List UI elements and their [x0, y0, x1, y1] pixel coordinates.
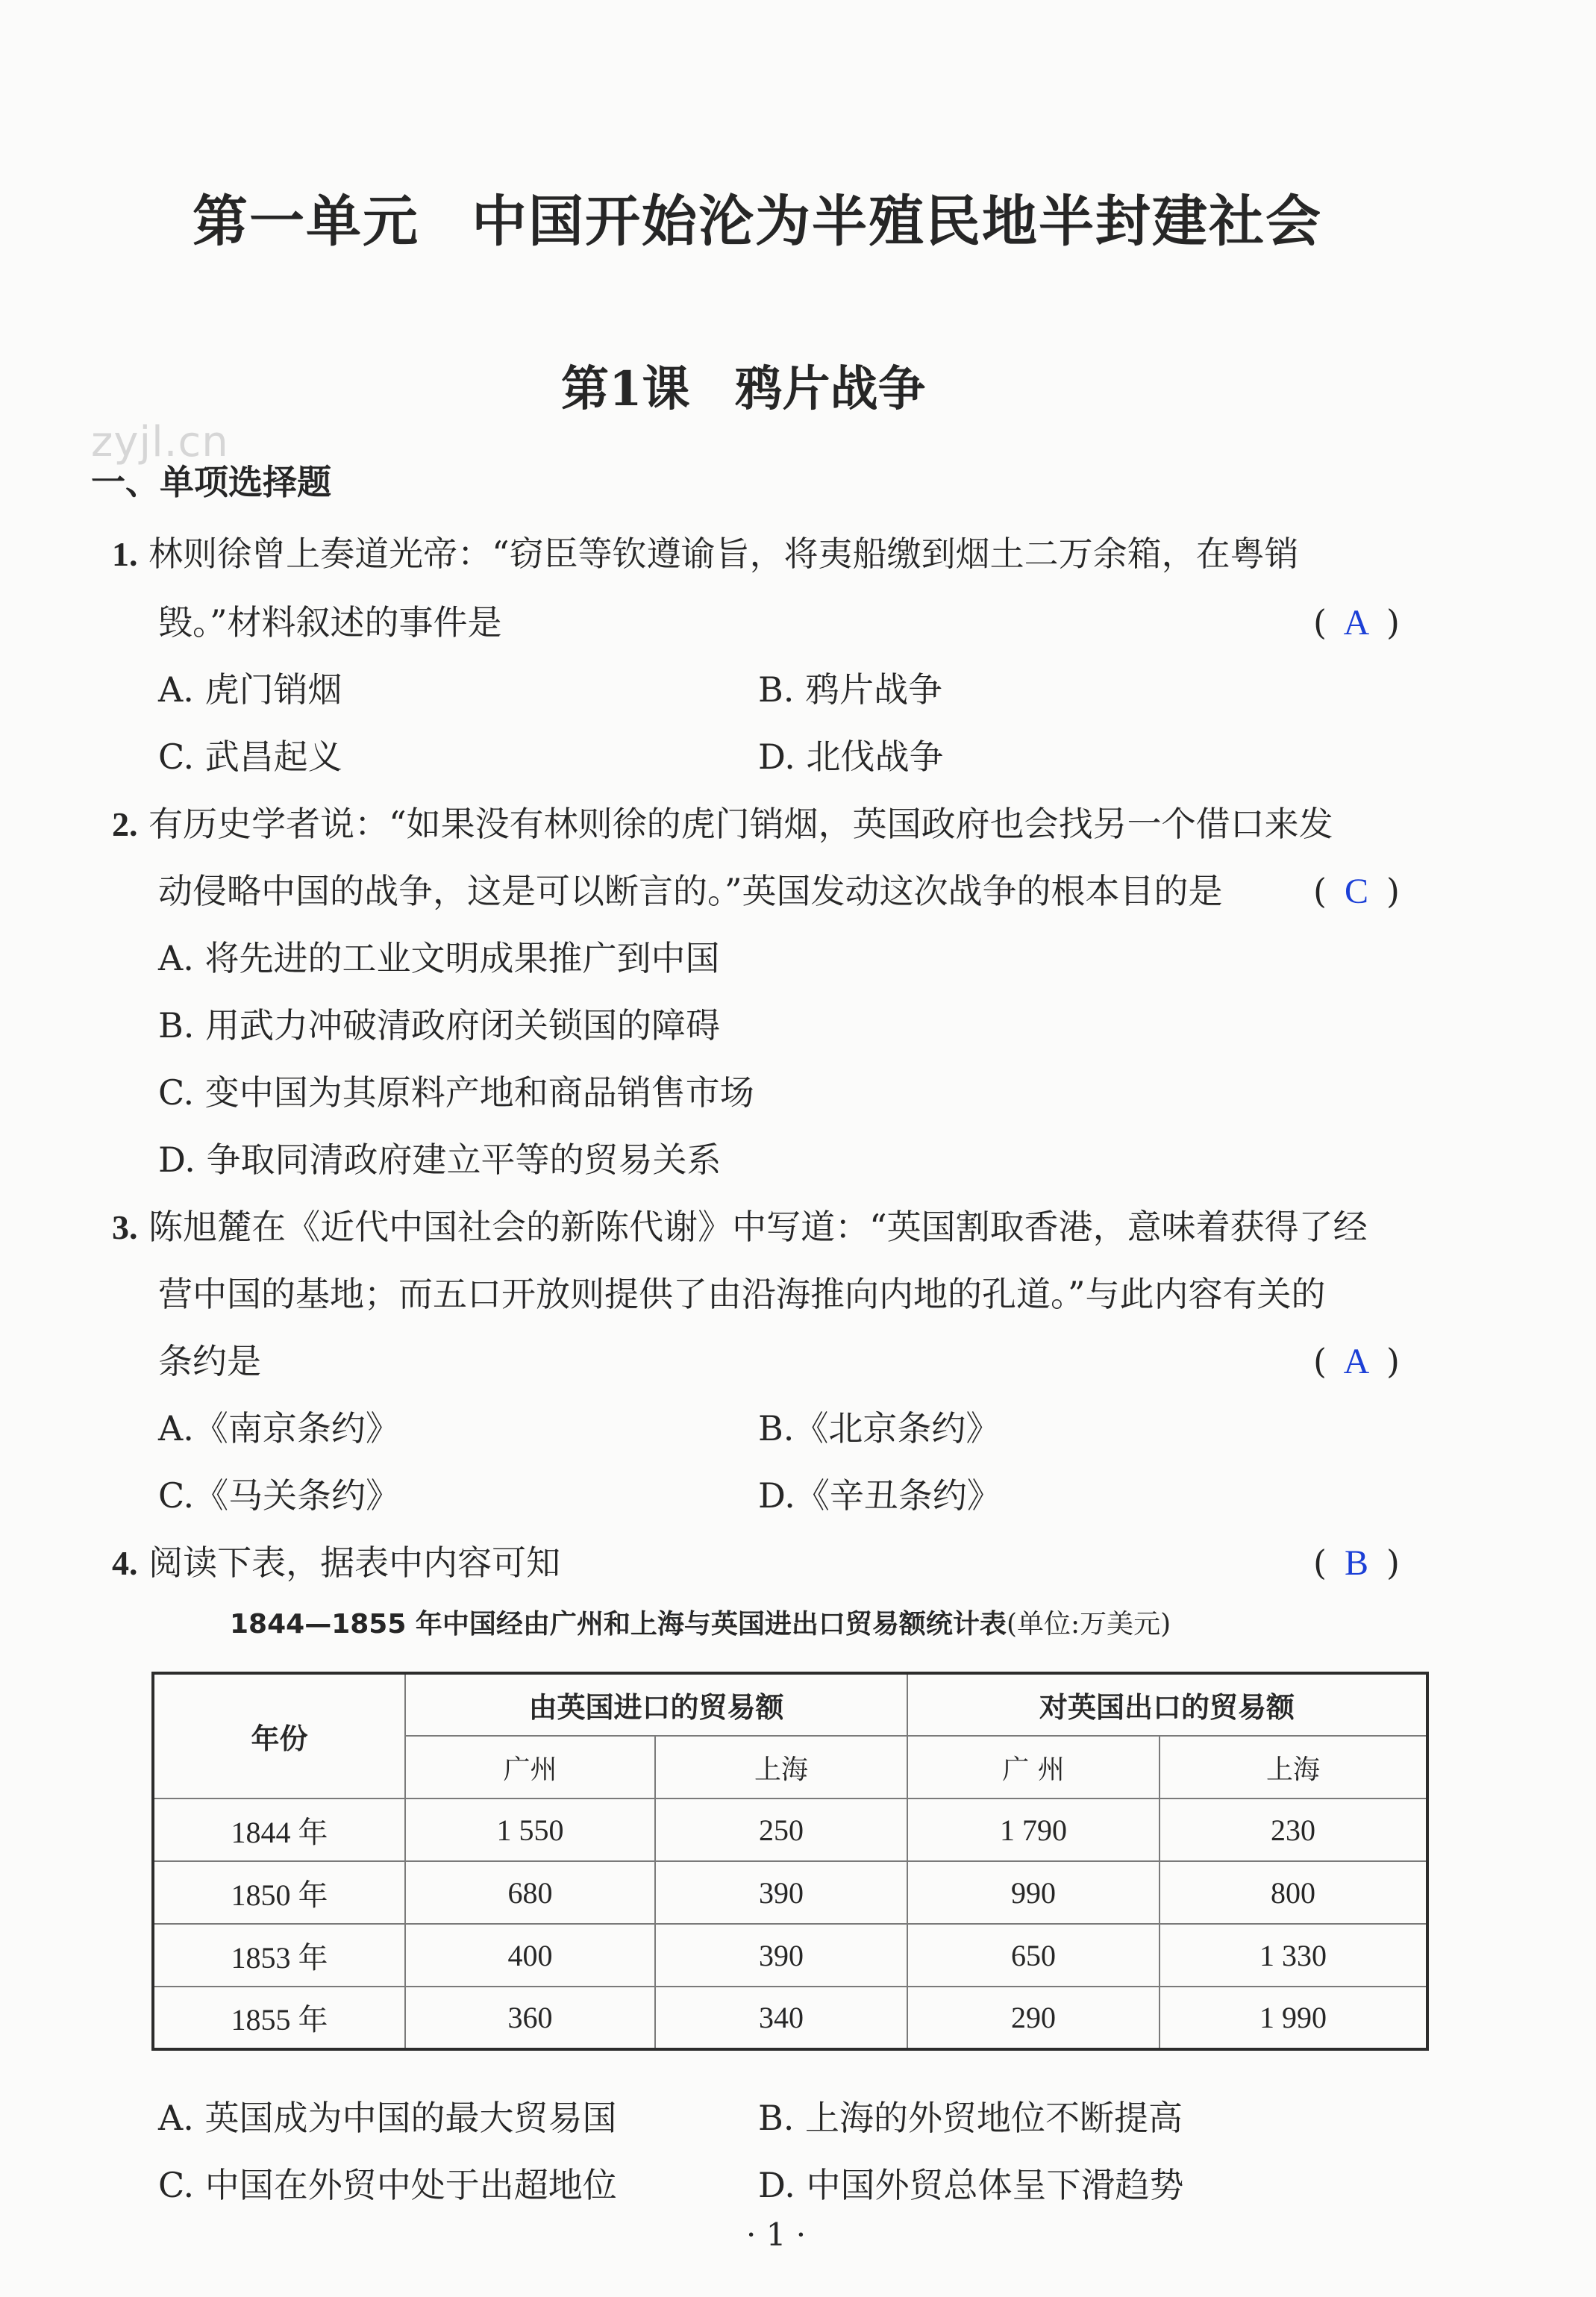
question-text: 有历史学者说：“如果没有林则徐的虎门销烟，英国政府也会找另一个借口来发 — [148, 804, 1333, 844]
table-caption — [230, 1603, 1171, 1641]
option-c: C.《马关条约》 — [158, 1475, 401, 1516]
question-number: 3. — [112, 1208, 138, 1246]
trade-table — [151, 1672, 1429, 2051]
cell-year: 1844 年 — [153, 1798, 405, 1861]
lesson-title — [561, 351, 926, 419]
question-text: 陈旭麓在《近代中国社会的新陈代谢》中写道：“英国割取香港，意味着获得了经 — [148, 1207, 1368, 1247]
option-b: B.《北京条约》 — [758, 1408, 1001, 1448]
table-cell: 400 — [405, 1924, 655, 1987]
page-number: · 1 · — [746, 2216, 807, 2253]
cell-year: 1855 年 — [153, 1987, 405, 2049]
table-caption-text: 1844—1855 年中国经由广州和上海与英国进出口贸易额统计表 — [230, 1609, 1007, 1640]
option-a: A. 将先进的工业文明成果推广到中国 — [158, 938, 720, 978]
question-number: 4. — [112, 1544, 138, 1582]
table-cell: 1 550 — [405, 1798, 655, 1861]
option-a: A.《南京条约》 — [158, 1408, 400, 1448]
lesson-name: 鸦片战争 — [734, 361, 926, 417]
question-line: 营中国的基地；而五口开放则提供了由沿海推向内地的孔道。”与此内容有关的 — [158, 1274, 1326, 1314]
table-cell: 390 — [655, 1924, 907, 1987]
question-text: 林则徐曾上奏道光帝：“窃臣等钦遵谕旨，将夷船缴到烟土二万余箱，在粤销 — [148, 534, 1299, 574]
question-line — [112, 1193, 1368, 1262]
option-d: D. 北伐战争 — [758, 737, 944, 777]
question-line — [112, 1528, 560, 1598]
unit-title — [193, 178, 1322, 257]
option-b: B. 上海的外贸地位不断提高 — [758, 2098, 1183, 2138]
subheader-shanghai-export: 上海 — [1160, 1736, 1427, 1798]
answer-bracket: ( A ) — [1313, 1327, 1400, 1396]
option-b: B. 鸦片战争 — [758, 669, 943, 710]
table-unit: (单位:万美元) — [1006, 1609, 1171, 1640]
table-cell: 230 — [1160, 1798, 1427, 1861]
question-line: 条约是 — [158, 1341, 261, 1381]
answer-value: B — [1344, 1543, 1368, 1583]
option-c: C. 变中国为其原料产地和商品销售市场 — [158, 1072, 754, 1113]
option-a: A. 英国成为中国的最大贸易国 — [158, 2098, 617, 2138]
option-c: C. 武昌起义 — [158, 737, 342, 777]
lesson-label: 第1课 — [561, 361, 690, 417]
table-header-row — [153, 1673, 1427, 1736]
cell-year: 1850 年 — [153, 1861, 405, 1924]
question-text: 阅读下表，据表中内容可知 — [148, 1543, 561, 1583]
table-cell: 1 790 — [907, 1798, 1160, 1861]
answer-value: C — [1344, 872, 1368, 911]
option-c: C. 中国在外贸中处于出超地位 — [158, 2165, 617, 2205]
answer-bracket: ( A ) — [1313, 588, 1400, 657]
table-cell: 990 — [907, 1861, 1160, 1924]
answer-bracket: ( B ) — [1313, 1528, 1400, 1598]
table-cell: 250 — [655, 1798, 907, 1861]
question-line — [112, 519, 1299, 589]
header-export: 对英国出口的贸易额 — [907, 1673, 1427, 1736]
table-row — [153, 1924, 1427, 1987]
answer-bracket: ( C ) — [1313, 857, 1400, 926]
option-d: D. 中国外贸总体呈下滑趋势 — [758, 2165, 1184, 2205]
table-cell: 1 990 — [1160, 1987, 1427, 2049]
subheader-guangzhou-import: 广州 — [405, 1736, 655, 1798]
section-title: 一、单项选择题 — [91, 462, 331, 502]
table-row — [153, 1987, 1427, 2049]
subheader-shanghai-import: 上海 — [655, 1736, 907, 1798]
table-cell: 1 330 — [1160, 1924, 1427, 1987]
table-row — [153, 1798, 1427, 1861]
question-line — [112, 790, 1333, 859]
header-import: 由英国进口的贸易额 — [405, 1673, 907, 1736]
unit-label: 第一单元 — [193, 190, 419, 254]
table-cell: 360 — [405, 1987, 655, 2049]
answer-value: A — [1343, 603, 1370, 643]
table-cell: 390 — [655, 1861, 907, 1924]
table-row — [153, 1861, 1427, 1924]
table-cell: 340 — [655, 1987, 907, 2049]
cell-year: 1853 年 — [153, 1924, 405, 1987]
subheader-guangzhou-export: 广 州 — [907, 1736, 1160, 1798]
header-year: 年份 — [153, 1673, 405, 1798]
table-cell: 650 — [907, 1924, 1160, 1987]
watermark: zyjl.cn — [91, 418, 229, 466]
table-cell: 680 — [405, 1861, 655, 1924]
question-line: 毁。”材料叙述的事件是 — [158, 602, 502, 643]
table-cell: 800 — [1160, 1861, 1427, 1924]
question-line: 动侵略中国的战争，这是可以断言的。”英国发动这次战争的根本目的是 — [158, 871, 1223, 911]
unit-name: 中国开始沦为半殖民地半封建社会 — [472, 190, 1322, 254]
option-d: D.《辛丑条约》 — [758, 1475, 1001, 1516]
answer-value: A — [1343, 1342, 1370, 1381]
option-d: D. 争取同清政府建立平等的贸易关系 — [158, 1140, 722, 1180]
option-a: A. 虎门销烟 — [158, 669, 342, 710]
option-b: B. 用武力冲破清政府闭关锁国的障碍 — [158, 1005, 721, 1046]
table-cell: 290 — [907, 1987, 1160, 2049]
question-number: 1. — [112, 535, 138, 573]
question-number: 2. — [112, 805, 138, 843]
